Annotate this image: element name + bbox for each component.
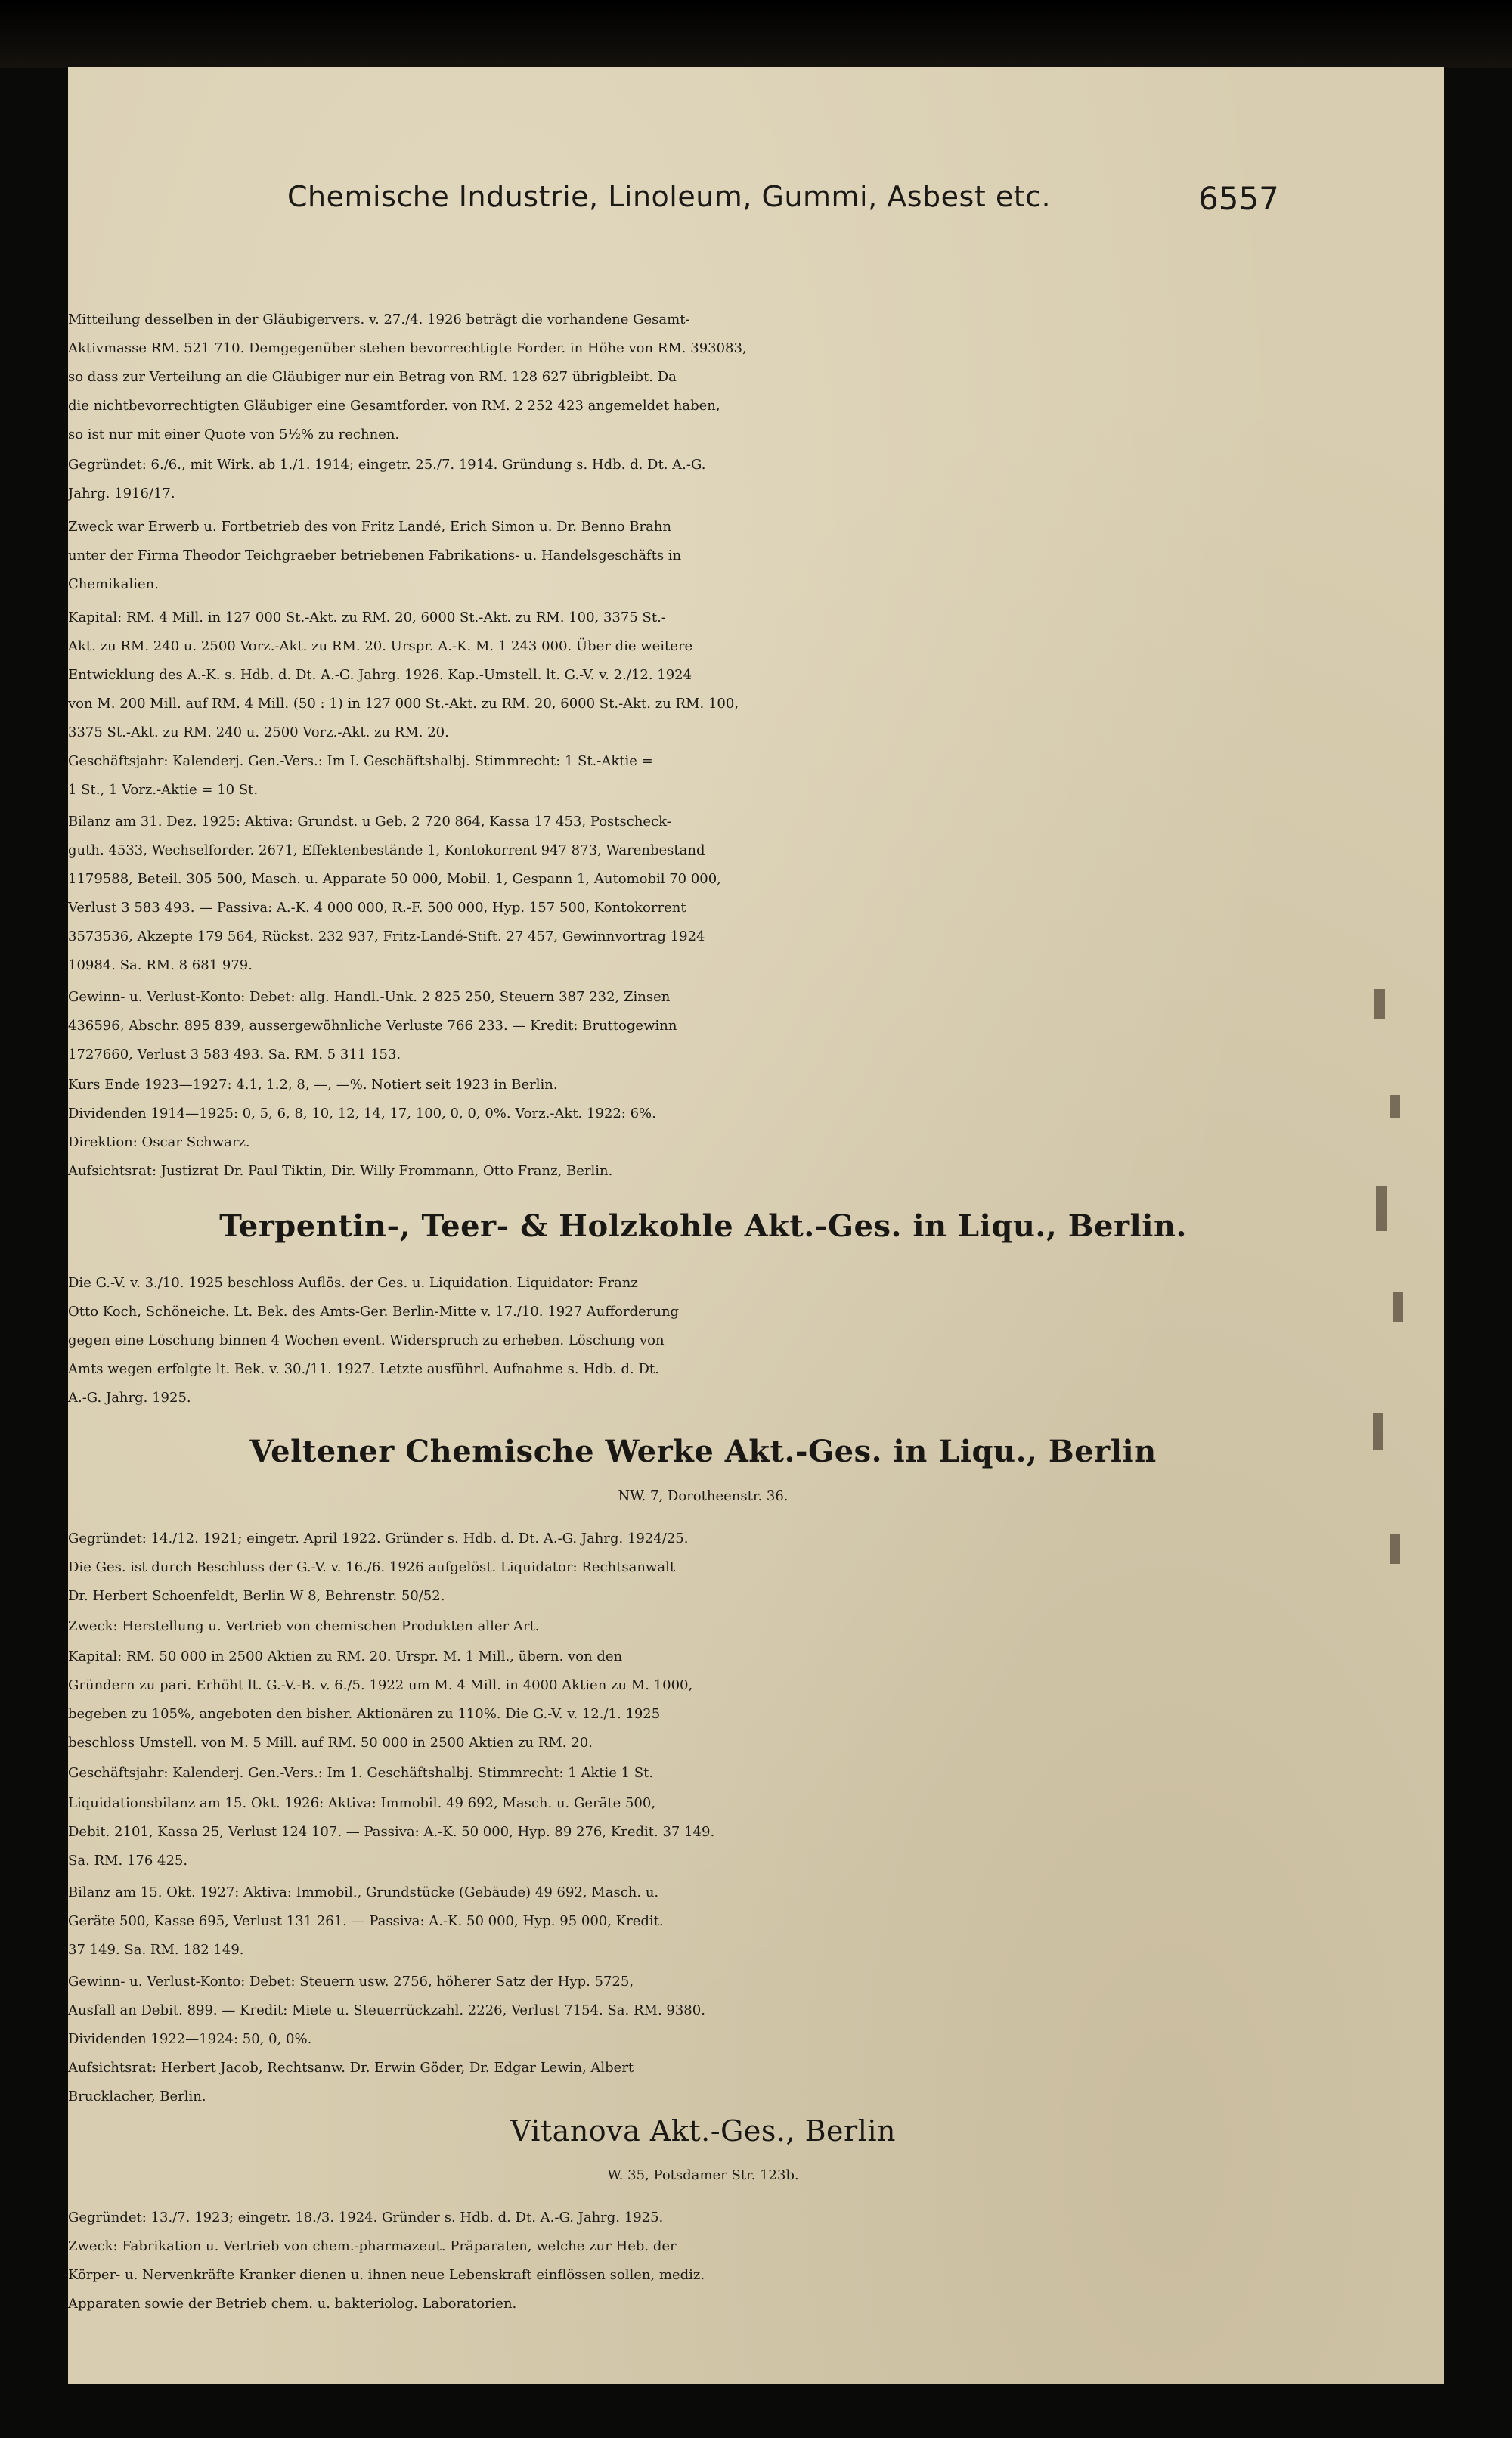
- text-line: Gegründet: 14./12. 1921; eingetr. April 1922. Gründer s. Hdb. d. Dt. A.-G. Jahrg. 1924/25.: [68, 1531, 689, 1546]
- margin-mark: [1393, 1292, 1403, 1322]
- text-line: Gründern zu pari. Erhöht lt. G.-V.-B. v. 6./5. 1922 um M. 4 Mill. in 4000 Aktien zu M. 1000,: [68, 1677, 693, 1693]
- text-line: Die G.-V. v. 3./10. 1925 beschloss Auflös. der Ges. u. Liquidation. Liquidator: Franz: [68, 1275, 638, 1291]
- text-line: Gegründet: 6./6., mit Wirk. ab 1./1. 1914; eingetr. 25./7. 1914. Gründung s. Hdb. d. Dt. A.-G.: [68, 457, 706, 473]
- running-head: Chemische Industrie, Linoleum, Gummi, Asbest etc.: [287, 180, 1052, 213]
- text-line: Kurs Ende 1923—1927: 4.1, 1.2, 8, —, —%. Notiert seit 1923 in Berlin.: [68, 1077, 558, 1093]
- text-line: Amts wegen erfolgte lt. Bek. v. 30./11. 1927. Letzte ausführl. Aufnahme s. Hdb. d. Dt.: [68, 1361, 659, 1377]
- text-line: Geschäftsjahr: Kalenderj. Gen.-Vers.: Im I. Geschäftshalbj. Stimmrecht: 1 St.-Aktie =: [68, 753, 653, 769]
- text-line: Zweck war Erwerb u. Fortbetrieb des von Fritz Landé, Erich Simon u. Dr. Benno Brahn: [68, 519, 672, 535]
- text-line: Direktion: Oscar Schwarz.: [68, 1134, 250, 1150]
- text-line: 3573536, Akzepte 179 564, Rückst. 232 937, Fritz-Landé-Stift. 27 457, Gewinnvortrag 1924: [68, 929, 705, 944]
- text-line: Liquidationsbilanz am 15. Okt. 1926: Aktiva: Immobil. 49 692, Masch. u. Geräte 500,: [68, 1795, 656, 1811]
- text-line: Geschäftsjahr: Kalenderj. Gen.-Vers.: Im 1. Geschäftshalbj. Stimmrecht: 1 Aktie 1 St.: [68, 1765, 654, 1781]
- text-line: Jahrg. 1916/17.: [68, 485, 175, 501]
- text-line: Kapital: RM. 4 Mill. in 127 000 St.-Akt. zu RM. 20, 6000 St.-Akt. zu RM. 100, 3375 St.-: [68, 610, 666, 625]
- margin-mark: [1376, 1186, 1387, 1231]
- text-line: 3375 St.-Akt. zu RM. 240 u. 2500 Vorz.-Akt. zu RM. 20.: [68, 724, 449, 740]
- text-line: Aufsichtsrat: Justizrat Dr. Paul Tiktin, Dir. Willy Frommann, Otto Franz, Berlin.: [68, 1163, 613, 1179]
- margin-mark: [1390, 1095, 1400, 1118]
- text-line: Verlust 3 583 493. — Passiva: A.-K. 4 000 000, R.-F. 500 000, Hyp. 157 500, Kontokorrent: [68, 900, 686, 916]
- text-line: Mitteilung desselben in der Gläubigervers. v. 27./4. 1926 beträgt die vorhandene Gesamt-: [68, 312, 690, 327]
- text-line: 10984. Sa. RM. 8 681 979.: [68, 957, 253, 973]
- text-line: Dividenden 1922—1924: 50, 0, 0%.: [68, 2031, 312, 2047]
- text-line: so ist nur mit einer Quote von 5½% zu rechnen.: [68, 426, 400, 442]
- text-line: beschloss Umstell. von M. 5 Mill. auf RM. 50 000 in 2500 Aktien zu RM. 20.: [68, 1735, 593, 1751]
- page-number: 6557: [1198, 180, 1279, 217]
- text-line: Dr. Herbert Schoenfeldt, Berlin W 8, Behrenstr. 50/52.: [68, 1588, 445, 1604]
- margin-mark: [1374, 989, 1385, 1019]
- text-line: Kapital: RM. 50 000 in 2500 Aktien zu RM. 20. Urspr. M. 1 Mill., übern. von den: [68, 1649, 623, 1664]
- text-line: Zweck: Herstellung u. Vertrieb von chemischen Produkten aller Art.: [68, 1618, 540, 1634]
- text-line: Aktivmasse RM. 521 710. Demgegenüber stehen bevorrechtigte Forder. in Höhe von RM. 393083,: [68, 340, 747, 356]
- text-line: Debit. 2101, Kassa 25, Verlust 124 107. — Passiva: A.-K. 50 000, Hyp. 89 276, Kredit. 37 149.: [68, 1824, 715, 1840]
- text-line: A.-G. Jahrg. 1925.: [68, 1390, 191, 1406]
- text-line: 37 149. Sa. RM. 182 149.: [68, 1942, 244, 1958]
- text-line: von M. 200 Mill. auf RM. 4 Mill. (50 : 1) in 127 000 St.-Akt. zu RM. 20, 6000 St.-Akt. zu RM. 100,: [68, 696, 739, 712]
- text-line: gegen eine Löschung binnen 4 Wochen event. Widerspruch zu erheben. Löschung von: [68, 1332, 665, 1348]
- text-line: Bilanz am 15. Okt. 1927: Aktiva: Immobil., Grundstücke (Gebäude) 49 692, Masch. u.: [68, 1884, 659, 1900]
- text-line: 1179588, Beteil. 305 500, Masch. u. Apparate 50 000, Mobil. 1, Gespann 1, Automobil 70 000,: [68, 871, 721, 887]
- company-address: W. 35, Potsdamer Str. 123b.: [607, 2167, 799, 2183]
- text-line: Gewinn- u. Verlust-Konto: Debet: Steuern usw. 2756, höherer Satz der Hyp. 5725,: [68, 1974, 634, 1990]
- text-line: Bilanz am 31. Dez. 1925: Aktiva: Grundst. u Geb. 2 720 864, Kassa 17 453, Postscheck-: [68, 814, 671, 830]
- company-title: Vitanova Akt.-Ges., Berlin: [510, 2114, 896, 2148]
- company-title: Veltener Chemische Werke Akt.-Ges. in Liqu., Berlin: [249, 1434, 1157, 1469]
- text-line: Die Ges. ist durch Beschluss der G.-V. v. 16./6. 1926 aufgelöst. Liquidator: Rechtsanwalt: [68, 1559, 676, 1575]
- text-line: Geräte 500, Kasse 695, Verlust 131 261. — Passiva: A.-K. 50 000, Hyp. 95 000, Kredit.: [68, 1913, 664, 1929]
- text-column: [68, 67, 1338, 2384]
- text-line: Apparaten sowie der Betrieb chem. u. bakteriolog. Laboratorien.: [68, 2296, 517, 2312]
- text-line: die nichtbevorrechtigten Gläubiger eine Gesamtforder. von RM. 2 252 423 angemeldet haben,: [68, 398, 720, 414]
- text-line: Brucklacher, Berlin.: [68, 2089, 206, 2105]
- text-line: Chemikalien.: [68, 576, 159, 592]
- scan-border-top: [0, 0, 1512, 68]
- text-line: Entwicklung des A.-K. s. Hdb. d. Dt. A.-G. Jahrg. 1926. Kap.-Umstell. lt. G.-V. v. 2./12. 1924: [68, 667, 692, 683]
- text-line: Gegründet: 13./7. 1923; eingetr. 18./3. 1924. Gründer s. Hdb. d. Dt. A.-G. Jahrg. 1925.: [68, 2210, 664, 2226]
- company-address: NW. 7, Dorotheenstr. 36.: [618, 1488, 789, 1504]
- text-line: Sa. RM. 176 425.: [68, 1853, 188, 1869]
- text-line: 436596, Abschr. 895 839, aussergewöhnliche Verluste 766 233. — Kredit: Bruttogewinn: [68, 1018, 677, 1034]
- company-title: Terpentin-, Teer- & Holzkohle Akt.-Ges. in Liqu., Berlin.: [219, 1208, 1187, 1244]
- text-line: Ausfall an Debit. 899. — Kredit: Miete u. Steuerrückzahl. 2226, Verlust 7154. Sa. RM. 9380.: [68, 2002, 705, 2018]
- margin-mark: [1373, 1413, 1383, 1450]
- text-line: Akt. zu RM. 240 u. 2500 Vorz.-Akt. zu RM. 20. Urspr. A.-K. M. 1 243 000. Über die weitere: [68, 638, 693, 654]
- margin-bleed-marks: [1367, 959, 1435, 1639]
- text-line: Körper- u. Nervenkräfte Kranker dienen u. ihnen neue Lebenskraft einflössen sollen, mediz.: [68, 2267, 705, 2283]
- text-line: 1727660, Verlust 3 583 493. Sa. RM. 5 311 153.: [68, 1047, 401, 1062]
- text-line: guth. 4533, Wechselforder. 2671, Effektenbestände 1, Kontokorrent 947 873, Warenbestand: [68, 842, 705, 858]
- text-line: begeben zu 105%, angeboten den bisher. Aktionären zu 110%. Die G.-V. v. 12./1. 1925: [68, 1706, 661, 1722]
- text-line: Otto Koch, Schöneiche. Lt. Bek. des Amts-Ger. Berlin-Mitte v. 17./10. 1927 Aufforderung: [68, 1304, 680, 1320]
- book-page: [68, 67, 1444, 2384]
- text-line: Gewinn- u. Verlust-Konto: Debet: allg. Handl.-Unk. 2 825 250, Steuern 387 232, Zinsen: [68, 989, 671, 1005]
- text-line: Dividenden 1914—1925: 0, 5, 6, 8, 10, 12, 14, 17, 100, 0, 0, 0%. Vorz.-Akt. 1922: 6%.: [68, 1106, 656, 1121]
- text-line: 1 St., 1 Vorz.-Aktie = 10 St.: [68, 782, 259, 798]
- margin-mark: [1390, 1534, 1400, 1564]
- text-line: Aufsichtsrat: Herbert Jacob, Rechtsanw. Dr. Erwin Göder, Dr. Edgar Lewin, Albert: [68, 2060, 634, 2076]
- page-header: [68, 180, 1338, 233]
- text-line: unter der Firma Theodor Teichgraeber betriebenen Fabrikations- u. Handelsgeschäfts in: [68, 547, 682, 563]
- text-line: Zweck: Fabrikation u. Vertrieb von chem.-pharmazeut. Präparaten, welche zur Heb. der: [68, 2238, 677, 2254]
- text-line: so dass zur Verteilung an die Gläubiger nur ein Betrag von RM. 128 627 übrigbleibt. Da: [68, 369, 677, 385]
